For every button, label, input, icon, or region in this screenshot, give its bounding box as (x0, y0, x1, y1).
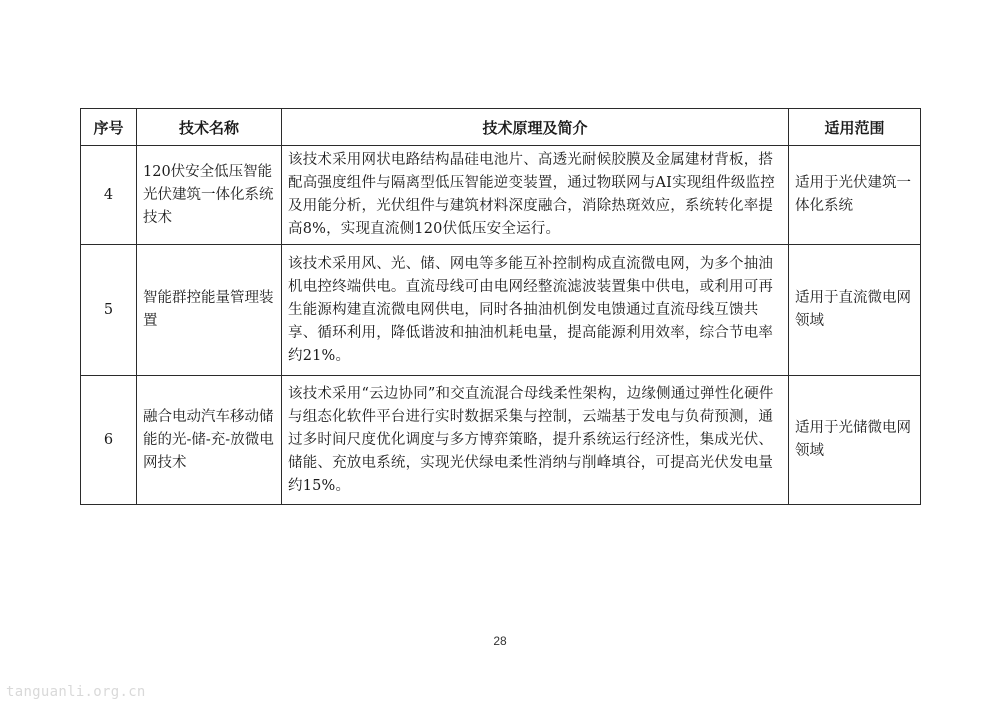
row-scope: 适用于直流微电网领域 (789, 245, 921, 376)
table-row (81, 146, 921, 245)
header-scope: 适用范围 (789, 109, 921, 146)
table-row (81, 245, 921, 376)
row-tech-principle: 该技术采用网状电路结构晶硅电池片、高透光耐候胶膜及金属建材背板，搭配高强度组件与隔离型低压智能逆变装置，通过物联网与AI实现组件级监控及用能分析，光伏组件与建筑材料深度融合，消除热斑效应，系统转化率提高8%，实现直流侧120伏低压安全运行。 (282, 146, 789, 245)
row-tech-name: 智能群控能量管理装置 (137, 245, 282, 376)
row-number: 4 (81, 146, 137, 245)
header-tech-name: 技术名称 (137, 109, 282, 146)
row-tech-name: 融合电动汽车移动储能的光-储-充-放微电网技术 (137, 376, 282, 505)
row-tech-principle: 该技术采用“云边协同”和交直流混合母线柔性架构，边缘侧通过弹性化硬件与组态化软件平台进行实时数据采集与控制，云端基于发电与负荷预测，通过多时间尺度优化调度与多方博弈策略，提升系统运行经济性，集成光伏、储能、充放电系统，实现光伏绿电柔性消纳与削峰填谷，可提高光伏发电量约15%。 (282, 376, 789, 505)
row-scope: 适用于光储微电网领域 (789, 376, 921, 505)
table-row (81, 376, 921, 505)
page-number: 28 (493, 634, 507, 648)
row-number: 5 (81, 245, 137, 376)
watermark: tanguanli.org.cn (6, 684, 146, 700)
row-number: 6 (81, 376, 137, 505)
technology-table (80, 108, 921, 505)
table-header-row (81, 109, 921, 146)
header-tech-principle: 技术原理及简介 (282, 109, 789, 146)
row-tech-principle: 该技术采用风、光、储、网电等多能互补控制构成直流微电网，为多个抽油机电控终端供电。直流母线可由电网经整流滤波装置集中供电，或利用可再生能源构建直流微电网供电，同时各抽油机倒发电馈通过直流母线互馈共享、循环利用，降低谐波和抽油机耗电量，提高能源利用效率，综合节电率约21%。 (282, 245, 789, 376)
header-number: 序号 (81, 109, 137, 146)
row-tech-name: 120伏安全低压智能光伏建筑一体化系统技术 (137, 146, 282, 245)
row-scope: 适用于光伏建筑一体化系统 (789, 146, 921, 245)
